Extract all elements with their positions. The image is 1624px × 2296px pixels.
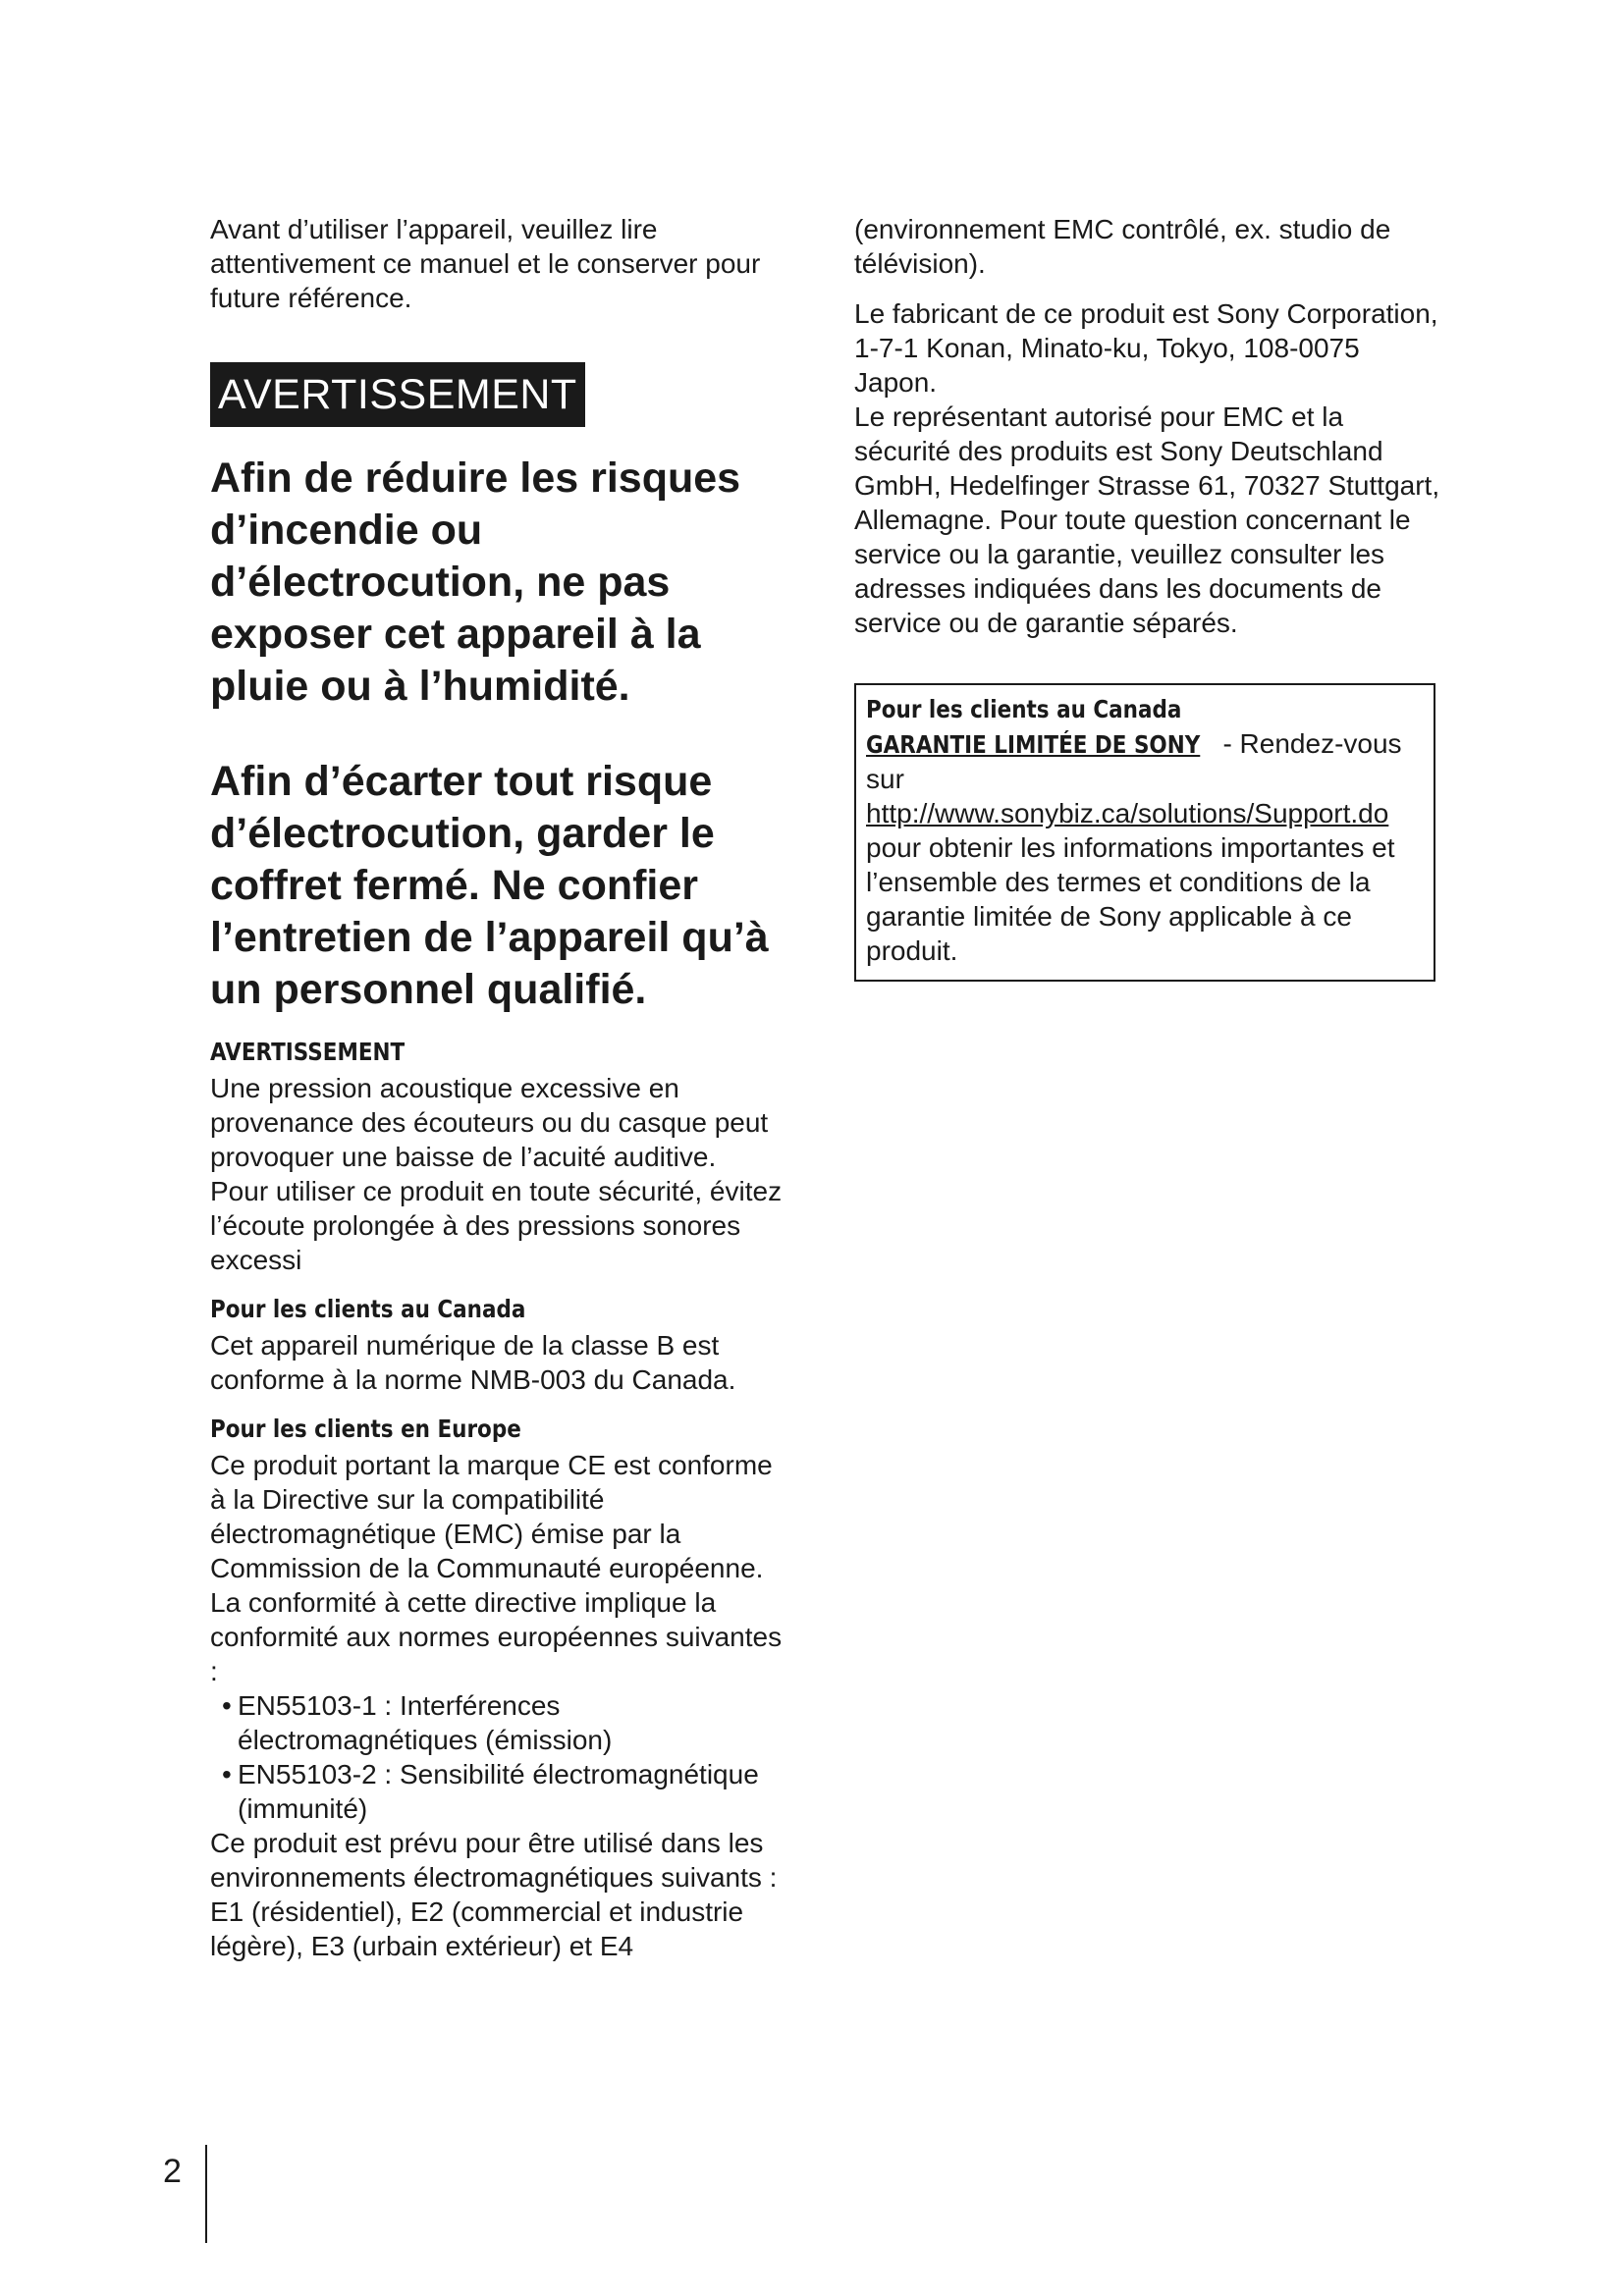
- europe-paragraph-3: Ce produit est prévu pour être utilisé dans les environnements électromagnétiques suivants : E1 (résidentiel), E2 (commercial et industrie légère), E3 (urbain extérieur) et E4: [210, 1828, 778, 1961]
- shock-warning: Afin d’écarter tout risque d’électrocution, garder le coffret fermé. Ne confier l’entretien de l’appareil qu’à un personnel qualifié.: [210, 758, 769, 1013]
- standards-list: [210, 1688, 789, 1826]
- list-item: • EN55103-2 : Sensibilité électromagnétique (immunité): [222, 1759, 759, 1824]
- intro-text: Avant d’utiliser l’appareil, veuillez lire attentivement ce manuel et le conserver pour future référence.: [210, 214, 761, 313]
- warranty-text-after: pour obtenir les informations importantes et l’ensemble des termes et conditions de la garantie limitée de Sony applicable à ce produit.: [866, 832, 1395, 966]
- manufacturer-text: Le fabricant de ce produit est Sony Corporation, 1-7-1 Konan, Minato-ku, Tokyo, 108-0075 Japon.: [854, 298, 1438, 398]
- page-number-divider: [205, 2145, 207, 2243]
- warranty-label: GARANTIE LIMITÉE DE SONY: [866, 730, 1201, 759]
- page-number: 2: [163, 2153, 182, 2190]
- representative-text: Le représentant autorisé pour EMC et la sécurité des produits est Sony Deutschland GmbH, Hedelfinger Strasse 61, 70327 Stuttgart, Allemagne. Pour toute question concernant le service ou la garantie, veuillez consulter les adresses indiquées dans les documents de service ou de garantie séparés.: [854, 401, 1440, 638]
- canada-warranty-box: [854, 683, 1435, 982]
- canada-heading: Pour les clients au Canada: [210, 1295, 526, 1323]
- box-heading: Pour les clients au Canada: [866, 695, 1182, 723]
- europe-paragraph-1: Ce produit portant la marque CE est conforme à la Directive sur la compatibilité électromagnétique (EMC) émise par la Commission de la Communauté européenne.: [210, 1450, 773, 1583]
- fire-warning: Afin de réduire les risques d’incendie ou d’électrocution, ne pas exposer cet appareil à la pluie ou à l’humidité.: [210, 454, 741, 710]
- europe-heading: Pour les clients en Europe: [210, 1415, 521, 1443]
- warranty-paragraph: [866, 726, 1424, 968]
- avertissement-paragraph-1: Une pression acoustique excessive en provenance des écouteurs ou du casque peut provoquer une baisse de l’acuité auditive.: [210, 1073, 769, 1172]
- avertissement-paragraph-2: Pour utiliser ce produit en toute sécurité, évitez l’écoute prolongée à des pressions sonores excessi: [210, 1176, 783, 1275]
- warranty-text-before: - Rendez-vous sur: [866, 728, 1402, 794]
- bullet-icon: •: [222, 1759, 232, 1789]
- canada-paragraph: Cet appareil numérique de la classe B est conforme à la norme NMB-003 du Canada.: [210, 1330, 736, 1395]
- continuation-text: (environnement EMC contrôlé, ex. studio de télévision).: [854, 214, 1391, 279]
- right-column: [854, 212, 1443, 982]
- avertissement-heading: AVERTISSEMENT: [210, 1038, 406, 1066]
- europe-paragraph-2: La conformité à cette directive implique la conformité aux normes européennes suivantes :: [210, 1587, 783, 1686]
- list-item: • EN55103-1 : Interférences électromagnétiques (émission): [222, 1690, 613, 1755]
- warning-badge: AVERTISSEMENT: [210, 362, 585, 427]
- support-link[interactable]: http://www.sonybiz.ca/solutions/Support.do: [866, 798, 1389, 828]
- bullet-icon: •: [222, 1690, 232, 1721]
- left-column: [210, 212, 789, 1963]
